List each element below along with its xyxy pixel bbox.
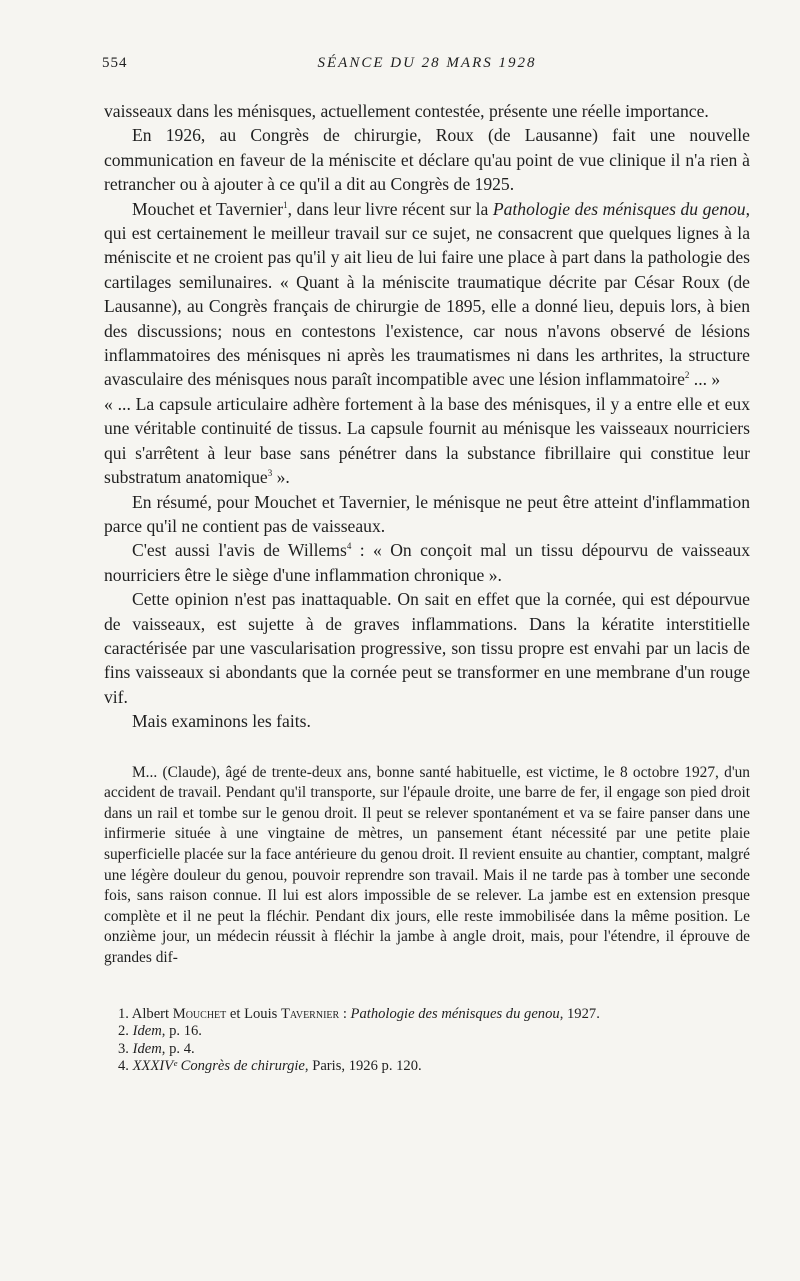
book-title: XXXIVᵉ Congrès de chirurgie [132,1058,305,1074]
footnote-2 [118,1023,750,1041]
footnote-ref: 1 [283,199,288,210]
text-span: Albert [131,1005,173,1022]
text-span: , qui est certainement le meilleur travail sur ce sujet, ne consacrent que quelques lignes à la méniscite et ne croient pas qu'il y ait lieu de lui faire une place à part dans la pathologie des cartilages semilunaires. « Quant à la méniscite traumatique décrite par César Roux (de Lausanne), au Congrès français de chirurgie de 1895, elle a donné lieu, depuis lors, à bien des discussions; nous en contestons l'existence, car nous n'avons observé de lésions inflammatoires des ménisques ni après les traumatismes ni dans les arthrites, la structure avasculaire des ménisques nous paraît incompatible avec une lésion inflammatoire [104,198,750,390]
text-span: ». [272,467,290,488]
main-text [104,99,750,734]
text-span: : [339,1005,351,1022]
author-name: Tavernier [281,1005,340,1022]
text-span: , p. 4. [161,1040,195,1057]
text-span: : « On conçoit mal un tissu dépourvu de vaisseaux nourriciers être le siège d'une inflammation chronique ». [104,540,750,585]
text-span: , Paris, 1926 p. 120. [304,1058,422,1074]
footnote-ref: 2 [684,370,690,381]
paragraph [104,538,750,587]
running-header [104,55,750,79]
footnote-number: 1. [118,1005,129,1022]
text-span: ... » [689,369,721,390]
footnote-number: 3. [118,1040,129,1057]
text-span: Mouchet et Tavernier [132,198,284,219]
footnote-number: 4. [118,1058,129,1074]
paragraph [104,392,750,490]
book-title: Idem [132,1040,162,1057]
book-title: Pathologie des ménisques du genou [350,1005,560,1022]
book-title: Idem [132,1023,162,1039]
paragraph: Cette opinion n'est pas inattaquable. On sait en effet que la cornée, qui est dépourvue de vaisseaux, est sujette à de graves inflammations. Dans la kératite interstitielle caractérisée par une vascularisation progressive, son tissu propre est envahi par un lacis de fins vaisseaux si abondants que la cornée peut se transformer en une membrane d'un rouge vif. [104,589,750,707]
document-page [104,55,750,1076]
paragraph: En 1926, au Congrès de chirurgie, Roux (de Lausanne) fait une nouvelle communication en faveur de la méniscite et déclare qu'au point de vue clinique il n'a rien à retrancher ou à ajouter à ce qu'il a dit au Congrès de 1925. [104,125,750,195]
book-title: Pathologie des ménisques du genou [492,198,746,219]
text-span: , p. 16. [161,1023,202,1039]
case-report [104,763,750,969]
footnote-1 [118,1006,750,1024]
page-number: 554 [102,55,128,71]
paragraph: En résumé, pour Mouchet et Tavernier, le ménisque ne peut être atteint d'inflammation parce qu'il ne contient pas de vaisseaux. [104,491,750,536]
author-name: Mouchet [172,1005,227,1022]
paragraph: Mais examinons les faits. [132,711,311,732]
paragraph: vaisseaux dans les ménisques, actuellement contestée, présente une réelle importance. [104,101,709,121]
footnote-3 [118,1041,750,1059]
text-span: , dans leur livre récent sur la [287,198,493,219]
case-paragraph: M... (Claude), âgé de trente-deux ans, bonne santé habituelle, est victime, le 8 octobre 1927, d'un accident de travail. Pendant qu'il transporte, sur l'épaule droite, une barre de fer, il engage son pied droit dans un rail et tombe sur le genou droit. Il peut se relever spontanément et va se faire panser dans une infirmerie située à une vingtaine de mètres, un pansement étant nécessité par une petite plaie superficielle placée sur la face antérieure du genou droit. Il revient ensuite au chantier, comptant, malgré une légère douleur du genou, pouvoir reprendre son travail. Mais il ne tarde pas à tomber une seconde fois, sans raison connue. Il lui est alors impossible de se relever. La jambe est en extension presque complète et il ne peut la fléchir. Pendant dix jours, elle reste immobilisée dans la même position. Le onzième jour, un médecin réussit à fléchir la jambe à angle droit, mais, pour l'étendre, il éprouve de grandes dif- [104,763,750,966]
paragraph [104,197,750,392]
footnote-number: 2. [118,1023,129,1039]
footnotes [104,1006,750,1076]
text-span: , 1927. [559,1005,600,1022]
footnote-ref: 3 [267,468,273,479]
running-title: SÉANCE DU 28 MARS 1928 [317,55,537,71]
footnote-ref: 4 [346,541,352,552]
text-span: et Louis [226,1005,281,1022]
footnote-4 [118,1058,750,1076]
text-span: « ... La capsule articulaire adhère fortement à la base des ménisques, il y a entre elle et eux une véritable continuité de tissus. La capsule fournit au ménisque les vaisseaux nourriciers qui s'arrêtent à leur base sans pénétrer dans la substance fibrillaire qui constitue leur substratum anatomique [104,393,750,488]
text-span: C'est aussi l'avis de Willems [132,540,347,561]
